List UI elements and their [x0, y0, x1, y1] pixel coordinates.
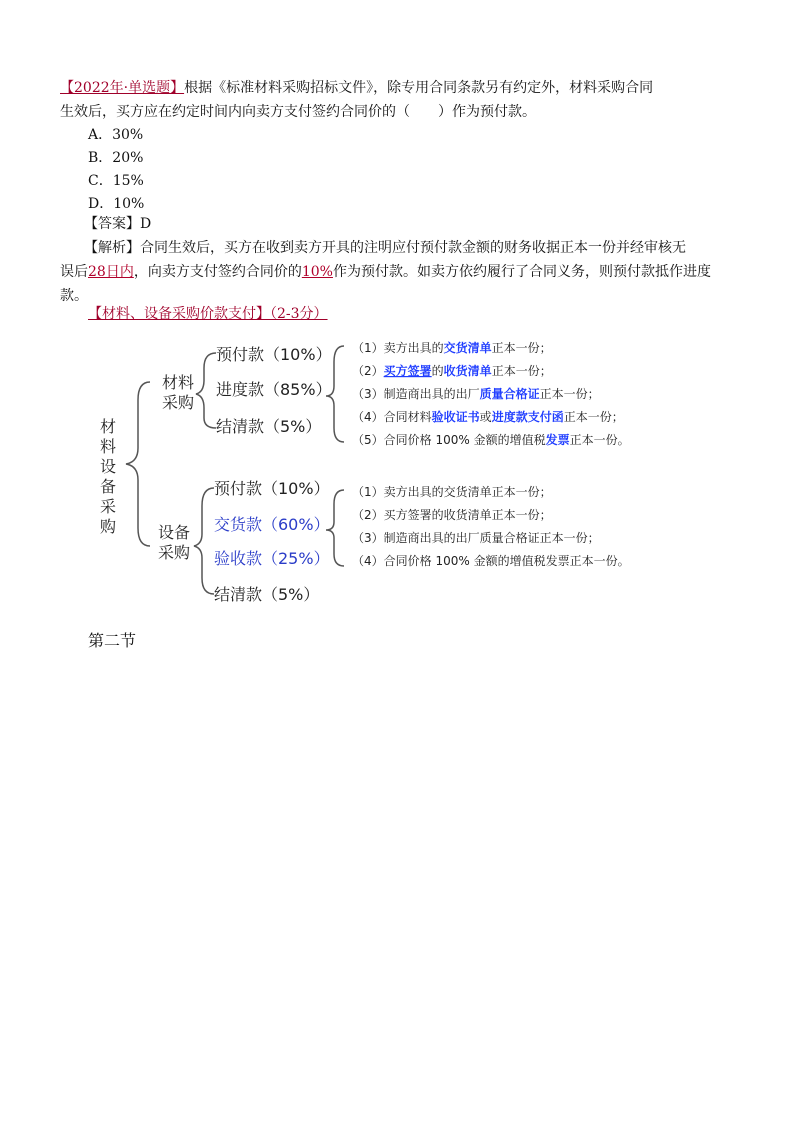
answer-label: 【答案】 [84, 216, 140, 232]
material-label-2: 采购 [162, 393, 195, 412]
answer-value: D [140, 216, 152, 232]
analysis-p3: 款。 [60, 288, 88, 304]
root-char-1: 材 [100, 417, 117, 436]
equipment-item-delivery: 交货款（60%） [214, 515, 330, 534]
material-item-progress: 进度款（85%） [216, 380, 332, 399]
equipment-doc-3: （3）制造商出具的出厂质量合格证正本一份； [352, 531, 600, 545]
option-d: D．10% [88, 196, 145, 212]
analysis-p1: 合同生效后，买方在收到卖方开具的注明应付预付款金额的财务收据正本一份并经审核无 [140, 240, 686, 256]
material-doc-3: （3）制造商出具的出厂质量合格证正本一份； [352, 387, 600, 401]
root-char-4: 备 [100, 477, 117, 496]
analysis-p2c: 作为预付款。如卖方依约履行了合同义务，则预付款抵作进度 [332, 264, 711, 280]
root-char-5: 采 [100, 497, 117, 516]
material-item-final: 结清款（5%） [216, 417, 322, 436]
material-doc-1: （1）卖方出具的交货清单正本一份； [352, 341, 552, 355]
material-item-advance: 预付款（10%） [216, 345, 332, 364]
section-score: （2-3分） [270, 306, 328, 322]
analysis-label: 【解析】 [84, 240, 140, 256]
equipment-item-acceptance: 验收款（25%） [214, 549, 330, 568]
analysis-pct: 10% [301, 264, 333, 280]
question-stem-line1: 根据《标准材料采购招标文件》，除专用合同条款另有约定外，材料采购合同 [184, 80, 654, 96]
analysis-p2a: 误后 [60, 264, 88, 280]
equipment-brace [194, 488, 214, 594]
equipment-doc-2: （2）买方签署的收货清单正本一份； [352, 508, 552, 522]
option-b: B．20% [88, 150, 144, 166]
equipment-item-final: 结清款（5%） [214, 585, 320, 604]
material-doc-2: （2）买方签署的收货清单正本一份； [352, 364, 552, 378]
question-stem-line2: 生效后，买方应在约定时间内向卖方支付签约合同价的（ ）作为预付款。 [60, 104, 536, 120]
equipment-doc-1: （1）卖方出具的交货清单正本一份； [352, 485, 552, 499]
root-char-3: 设 [100, 457, 117, 476]
material-doc-5: （5）合同价格 100% 金额的增值税发票正本一份。 [352, 433, 630, 447]
material-brace [196, 353, 216, 428]
material-doc-4: （4）合同材料验收证书或进度款支付函正本一份； [352, 410, 624, 424]
option-c: C．15% [88, 173, 144, 189]
material-label-1: 材料 [162, 373, 195, 392]
section-title: 【材料、设备采购价款支付】 [88, 306, 270, 322]
equipment-doc-4: （4）合同价格 100% 金额的增值税发票正本一份。 [352, 554, 630, 568]
question-tag: 【2022年·单选题】 [60, 80, 185, 96]
root-char-6: 购 [100, 517, 117, 536]
option-a: A．30% [88, 127, 144, 143]
analysis-p2b: ，向卖方支付签约合同价的 [133, 264, 302, 280]
mindmap-root [100, 417, 116, 536]
root-char-2: 料 [100, 437, 117, 456]
root-brace [126, 382, 150, 546]
equipment-label-2: 采购 [158, 543, 191, 562]
next-section-heading: 第二节 [88, 631, 137, 650]
equipment-label-1: 设备 [158, 523, 191, 542]
equipment-item-advance: 预付款（10%） [214, 479, 330, 498]
analysis-days: 28日内 [88, 264, 134, 280]
